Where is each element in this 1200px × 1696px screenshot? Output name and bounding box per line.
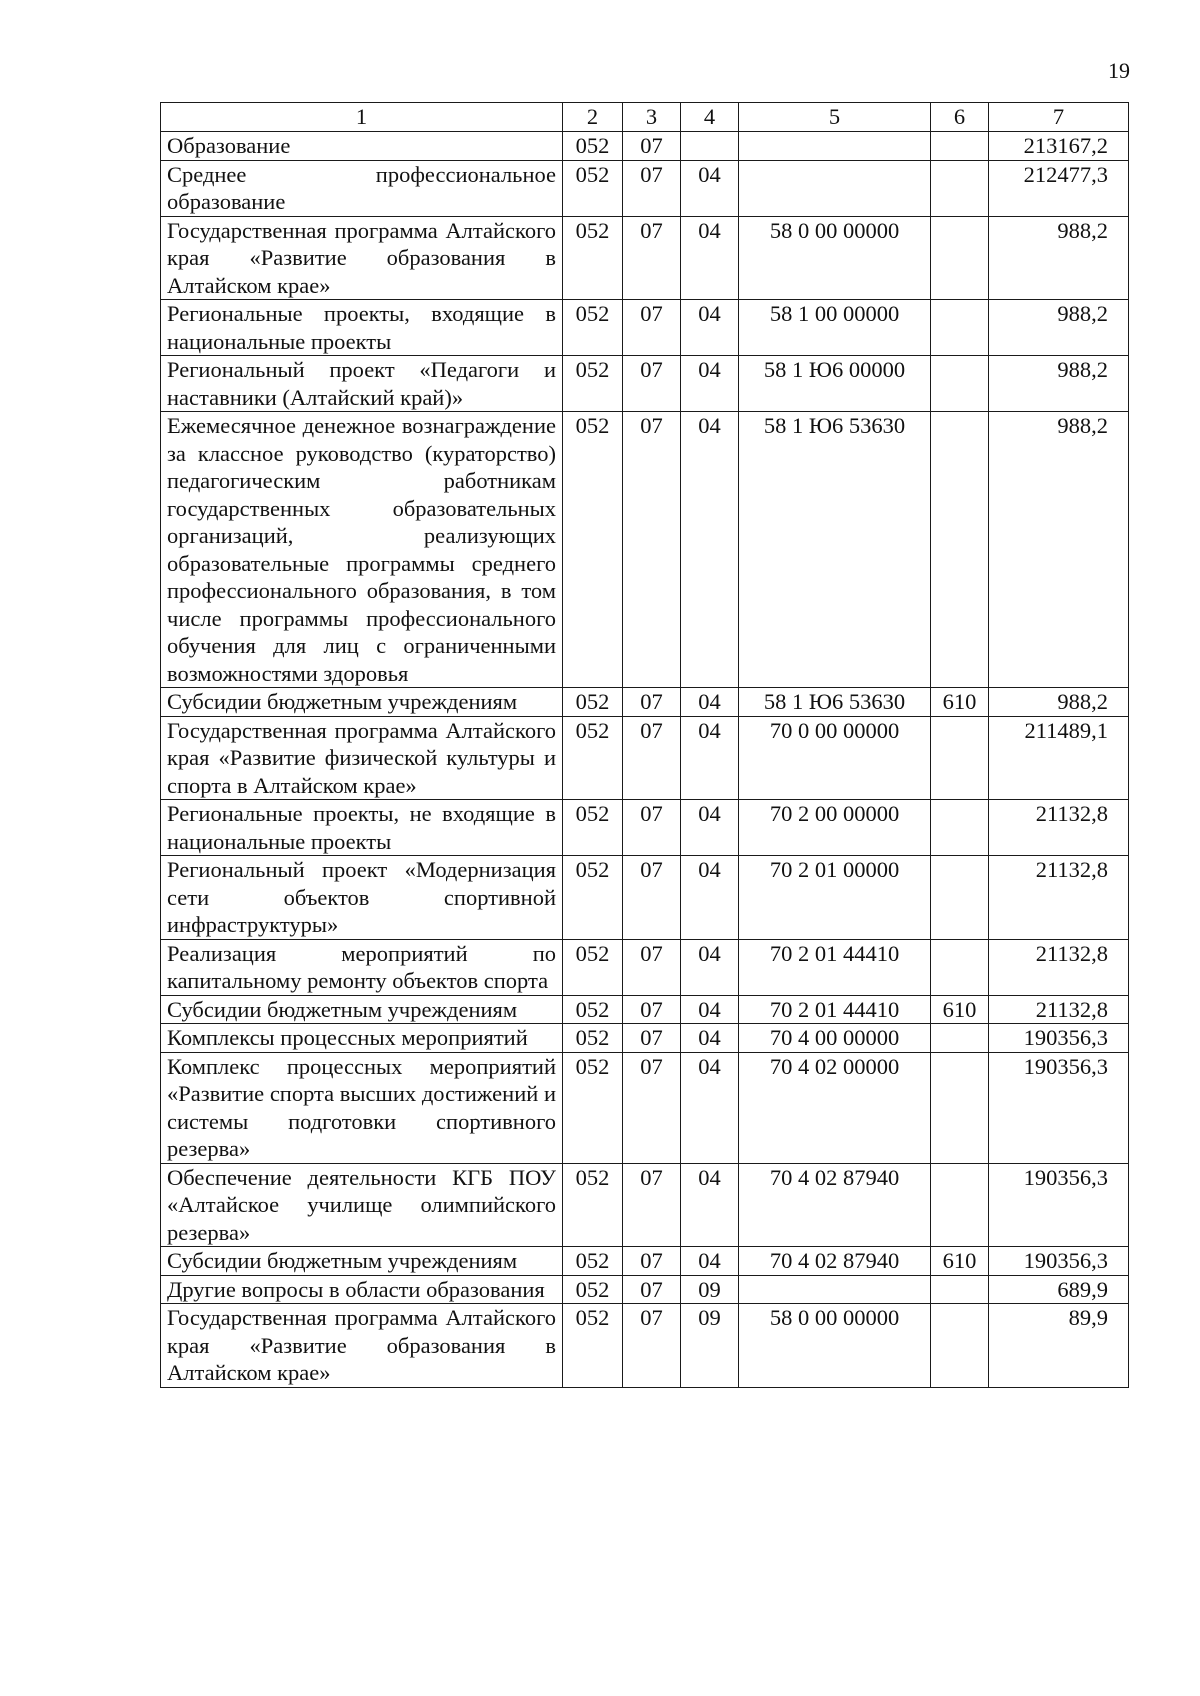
row-code-cell: 052 [563, 300, 623, 356]
row-sum-cell: 988,2 [989, 688, 1129, 717]
row-subsection-cell: 04 [681, 939, 739, 995]
row-name-cell: Среднее профессиональное образование [161, 160, 563, 216]
row-target-cell: 70 2 00 00000 [739, 800, 931, 856]
row-target-cell: 70 0 00 00000 [739, 716, 931, 800]
row-sum-cell: 213167,2 [989, 132, 1129, 161]
row-target-cell: 70 4 02 00000 [739, 1052, 931, 1163]
row-subsection-cell [681, 132, 739, 161]
row-section-cell: 07 [623, 356, 681, 412]
row-target-cell [739, 160, 931, 216]
row-expense-type-cell [931, 412, 989, 688]
row-expense-type-cell: 610 [931, 688, 989, 717]
row-subsection-cell: 04 [681, 1024, 739, 1053]
row-subsection-cell: 04 [681, 688, 739, 717]
table-row [161, 160, 1129, 216]
table-header-row [161, 103, 1129, 132]
row-section-cell: 07 [623, 939, 681, 995]
row-expense-type-cell [931, 132, 989, 161]
row-section-cell: 07 [623, 1052, 681, 1163]
row-section-cell: 07 [623, 1024, 681, 1053]
row-code-cell: 052 [563, 939, 623, 995]
row-name-cell: Образование [161, 132, 563, 161]
row-sum-cell: 21132,8 [989, 800, 1129, 856]
table-row [161, 1275, 1129, 1304]
row-expense-type-cell [931, 800, 989, 856]
row-target-cell [739, 1275, 931, 1304]
row-section-cell: 07 [623, 1163, 681, 1247]
row-sum-cell: 21132,8 [989, 995, 1129, 1024]
row-section-cell: 07 [623, 995, 681, 1024]
row-target-cell: 70 4 00 00000 [739, 1024, 931, 1053]
row-sum-cell: 190356,3 [989, 1247, 1129, 1276]
row-name-cell: Государственная программа Алтайского края «Развитие образования в Алтайском крае» [161, 216, 563, 300]
header-cell: 1 [161, 103, 563, 132]
header-cell: 4 [681, 103, 739, 132]
page-number: 19 [1108, 58, 1130, 83]
row-name-cell: Государственная программа Алтайского края «Развитие образования в Алтайском крае» [161, 1304, 563, 1388]
row-code-cell: 052 [563, 412, 623, 688]
row-expense-type-cell [931, 856, 989, 940]
row-subsection-cell: 09 [681, 1275, 739, 1304]
table-row [161, 1163, 1129, 1247]
row-code-cell: 052 [563, 1052, 623, 1163]
row-code-cell: 052 [563, 132, 623, 161]
row-target-cell: 70 4 02 87940 [739, 1163, 931, 1247]
row-code-cell: 052 [563, 716, 623, 800]
row-sum-cell: 89,9 [989, 1304, 1129, 1388]
row-sum-cell: 190356,3 [989, 1052, 1129, 1163]
row-code-cell: 052 [563, 995, 623, 1024]
row-name-cell: Ежемесячное денежное вознаграждение за классное руководство (кураторство) педагогическим работникам государственных образовательных организаций, реализующих образовательные программы среднего профессионального образования, в том числе программы профессионального обучения для лиц с ограниченными возможностями здоровья [161, 412, 563, 688]
row-name-cell: Региональный проект «Педагоги и наставники (Алтайский край)» [161, 356, 563, 412]
row-section-cell: 07 [623, 1275, 681, 1304]
row-name-cell: Реализация мероприятий по капитальному ремонту объектов спорта [161, 939, 563, 995]
table-row [161, 688, 1129, 717]
row-section-cell: 07 [623, 1247, 681, 1276]
row-code-cell: 052 [563, 1163, 623, 1247]
row-target-cell: 70 2 01 44410 [739, 939, 931, 995]
table-row [161, 216, 1129, 300]
row-subsection-cell: 04 [681, 216, 739, 300]
row-code-cell: 052 [563, 1304, 623, 1388]
row-target-cell: 58 1 00 00000 [739, 300, 931, 356]
row-name-cell: Субсидии бюджетным учреждениям [161, 688, 563, 717]
table-row [161, 800, 1129, 856]
row-expense-type-cell [931, 216, 989, 300]
row-section-cell: 07 [623, 132, 681, 161]
header-cell: 2 [563, 103, 623, 132]
row-name-cell: Комплекс процессных мероприятий «Развитие спорта высших достижений и системы подготовки спортивного резерва» [161, 1052, 563, 1163]
row-sum-cell: 21132,8 [989, 939, 1129, 995]
row-expense-type-cell [931, 1024, 989, 1053]
row-expense-type-cell [931, 160, 989, 216]
table-row [161, 1024, 1129, 1053]
row-section-cell: 07 [623, 856, 681, 940]
row-sum-cell: 212477,3 [989, 160, 1129, 216]
row-expense-type-cell [931, 1052, 989, 1163]
row-expense-type-cell [931, 1275, 989, 1304]
row-subsection-cell: 04 [681, 1163, 739, 1247]
row-section-cell: 07 [623, 716, 681, 800]
row-subsection-cell: 04 [681, 412, 739, 688]
row-expense-type-cell: 610 [931, 995, 989, 1024]
row-sum-cell: 988,2 [989, 412, 1129, 688]
row-name-cell: Другие вопросы в области образования [161, 1275, 563, 1304]
row-expense-type-cell [931, 716, 989, 800]
row-name-cell: Обеспечение деятельности КГБ ПОУ «Алтайское училище олимпийского резерва» [161, 1163, 563, 1247]
table-row [161, 995, 1129, 1024]
row-code-cell: 052 [563, 1275, 623, 1304]
row-section-cell: 07 [623, 688, 681, 717]
header-cell: 6 [931, 103, 989, 132]
row-sum-cell: 190356,3 [989, 1024, 1129, 1053]
row-section-cell: 07 [623, 300, 681, 356]
row-name-cell: Региональный проект «Модернизация сети объектов спортивной инфраструктуры» [161, 856, 563, 940]
row-name-cell: Комплексы процессных мероприятий [161, 1024, 563, 1053]
row-subsection-cell: 04 [681, 300, 739, 356]
table-row [161, 412, 1129, 688]
row-section-cell: 07 [623, 1304, 681, 1388]
table-row [161, 856, 1129, 940]
row-subsection-cell: 09 [681, 1304, 739, 1388]
row-code-cell: 052 [563, 800, 623, 856]
row-target-cell: 70 2 01 44410 [739, 995, 931, 1024]
row-subsection-cell: 04 [681, 160, 739, 216]
row-target-cell: 58 1 Ю6 53630 [739, 412, 931, 688]
row-subsection-cell: 04 [681, 995, 739, 1024]
row-subsection-cell: 04 [681, 800, 739, 856]
row-section-cell: 07 [623, 216, 681, 300]
row-expense-type-cell [931, 939, 989, 995]
table-row [161, 939, 1129, 995]
row-sum-cell: 988,2 [989, 356, 1129, 412]
row-code-cell: 052 [563, 1247, 623, 1276]
row-target-cell [739, 132, 931, 161]
row-name-cell: Государственная программа Алтайского края «Развитие физической культуры и спорта в Алтайском крае» [161, 716, 563, 800]
row-name-cell: Субсидии бюджетным учреждениям [161, 1247, 563, 1276]
row-target-cell: 58 0 00 00000 [739, 1304, 931, 1388]
row-expense-type-cell: 610 [931, 1247, 989, 1276]
row-expense-type-cell [931, 1304, 989, 1388]
row-code-cell: 052 [563, 1024, 623, 1053]
row-subsection-cell: 04 [681, 716, 739, 800]
row-subsection-cell: 04 [681, 856, 739, 940]
row-section-cell: 07 [623, 800, 681, 856]
row-name-cell: Региональные проекты, не входящие в национальные проекты [161, 800, 563, 856]
header-cell: 3 [623, 103, 681, 132]
row-sum-cell: 988,2 [989, 300, 1129, 356]
row-sum-cell: 988,2 [989, 216, 1129, 300]
row-target-cell: 70 2 01 00000 [739, 856, 931, 940]
row-target-cell: 58 1 Ю6 00000 [739, 356, 931, 412]
table-row [161, 356, 1129, 412]
row-name-cell: Субсидии бюджетным учреждениям [161, 995, 563, 1024]
header-cell: 5 [739, 103, 931, 132]
row-code-cell: 052 [563, 856, 623, 940]
row-sum-cell: 689,9 [989, 1275, 1129, 1304]
row-code-cell: 052 [563, 356, 623, 412]
row-expense-type-cell [931, 300, 989, 356]
row-code-cell: 052 [563, 688, 623, 717]
table-row [161, 1052, 1129, 1163]
row-target-cell: 58 0 00 00000 [739, 216, 931, 300]
table-row [161, 716, 1129, 800]
row-expense-type-cell [931, 356, 989, 412]
row-sum-cell: 190356,3 [989, 1163, 1129, 1247]
row-sum-cell: 21132,8 [989, 856, 1129, 940]
row-name-cell: Региональные проекты, входящие в национальные проекты [161, 300, 563, 356]
table-row [161, 300, 1129, 356]
row-subsection-cell: 04 [681, 1052, 739, 1163]
row-subsection-cell: 04 [681, 356, 739, 412]
row-code-cell: 052 [563, 160, 623, 216]
table-row [161, 132, 1129, 161]
row-section-cell: 07 [623, 160, 681, 216]
table-body [161, 132, 1129, 1388]
header-cell: 7 [989, 103, 1129, 132]
row-sum-cell: 211489,1 [989, 716, 1129, 800]
budget-table [160, 102, 1129, 1388]
row-expense-type-cell [931, 1163, 989, 1247]
row-section-cell: 07 [623, 412, 681, 688]
table-row [161, 1304, 1129, 1388]
row-target-cell: 58 1 Ю6 53630 [739, 688, 931, 717]
row-subsection-cell: 04 [681, 1247, 739, 1276]
table-row [161, 1247, 1129, 1276]
row-target-cell: 70 4 02 87940 [739, 1247, 931, 1276]
row-code-cell: 052 [563, 216, 623, 300]
